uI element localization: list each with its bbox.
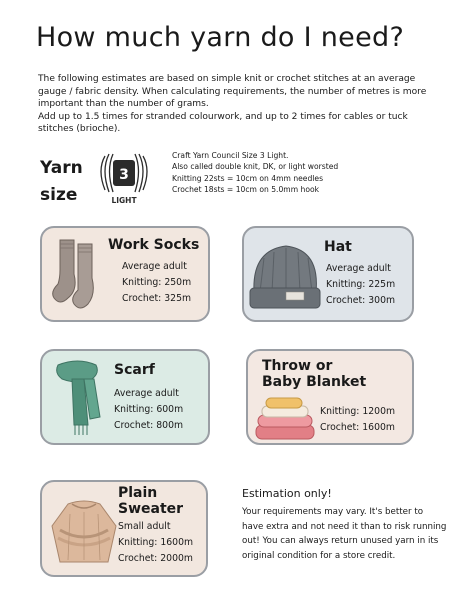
yarn-size-details bbox=[172, 150, 338, 195]
card-title-line2: Sweater bbox=[118, 501, 184, 517]
estimation-note-title: Estimation only! bbox=[242, 487, 332, 500]
card-line: Crochet: 325m bbox=[122, 293, 192, 304]
sweater-illustration bbox=[46, 496, 122, 572]
yarn-size-label bbox=[40, 155, 83, 209]
yarn-size-label-line2: size bbox=[40, 185, 78, 205]
intro-text bbox=[38, 73, 430, 136]
card-title: Work Socks bbox=[108, 237, 200, 253]
card-title-line1: Throw or bbox=[262, 358, 333, 374]
card-line: Crochet: 2000m bbox=[118, 553, 193, 564]
card-line: Knitting: 1200m bbox=[320, 406, 396, 417]
yarn-skein-icon bbox=[95, 150, 153, 206]
intro-paragraph-1: The following estimates are based on simple knit or crochet stitches at an average gauge / fabric density. When calculating requirements, the number of metres is more important than the number of grams. bbox=[38, 74, 427, 110]
yarn-size-line: Craft Yarn Council Size 3 Light. bbox=[172, 151, 289, 160]
card-line: Knitting: 250m bbox=[122, 277, 192, 288]
yarn-size-line: Also called double knit, DK, or light worsted bbox=[172, 162, 339, 172]
card-line: Small adult bbox=[118, 521, 171, 532]
intro-paragraph-2: Add up to 1.5 times for stranded colourwork, and up to 2 times for cables or tuck stitches (brioche). bbox=[38, 111, 408, 135]
card-line: Average adult bbox=[114, 388, 179, 399]
card-plain-sweater bbox=[40, 480, 208, 577]
socks-illustration bbox=[48, 234, 108, 316]
card-throw-blanket bbox=[246, 349, 414, 445]
card-line: Crochet: 300m bbox=[326, 295, 396, 306]
folded-blanket-illustration bbox=[252, 395, 318, 443]
yarn-size-line: Crochet 18sts = 10cm on 5.0mm hook bbox=[172, 184, 320, 194]
page-title: How much yarn do I need? bbox=[36, 22, 405, 53]
card-title: Scarf bbox=[114, 362, 155, 378]
card-hat bbox=[242, 226, 414, 322]
card-line: Average adult bbox=[326, 263, 391, 274]
card-line: Knitting: 225m bbox=[326, 279, 396, 290]
card-title-line2: Baby Blanket bbox=[262, 374, 367, 390]
card-line: Crochet: 1600m bbox=[320, 422, 395, 433]
card-title-line1: Plain bbox=[118, 485, 158, 501]
yarn-weight-word: LIGHT bbox=[111, 196, 137, 205]
scarf-illustration bbox=[48, 357, 108, 441]
card-scarf bbox=[40, 349, 210, 445]
card-title: Hat bbox=[324, 239, 352, 255]
beanie-hat-illustration bbox=[246, 238, 324, 314]
yarn-size-label-line1: Yarn bbox=[40, 158, 83, 178]
card-line: Crochet: 800m bbox=[114, 420, 184, 431]
card-line: Average adult bbox=[122, 261, 187, 272]
yarn-size-line: Knitting 22sts = 10cm on 4mm needles bbox=[172, 173, 324, 183]
card-line: Knitting: 600m bbox=[114, 404, 184, 415]
card-work-socks bbox=[40, 226, 210, 322]
yarn-weight-number: 3 bbox=[119, 167, 129, 183]
card-line: Knitting: 1600m bbox=[118, 537, 194, 548]
estimation-note-body: Your requirements may vary. It's better to have extra and not need it than to risk running out! You can always return unused yarn in its original condition for a store credit. bbox=[242, 507, 447, 561]
